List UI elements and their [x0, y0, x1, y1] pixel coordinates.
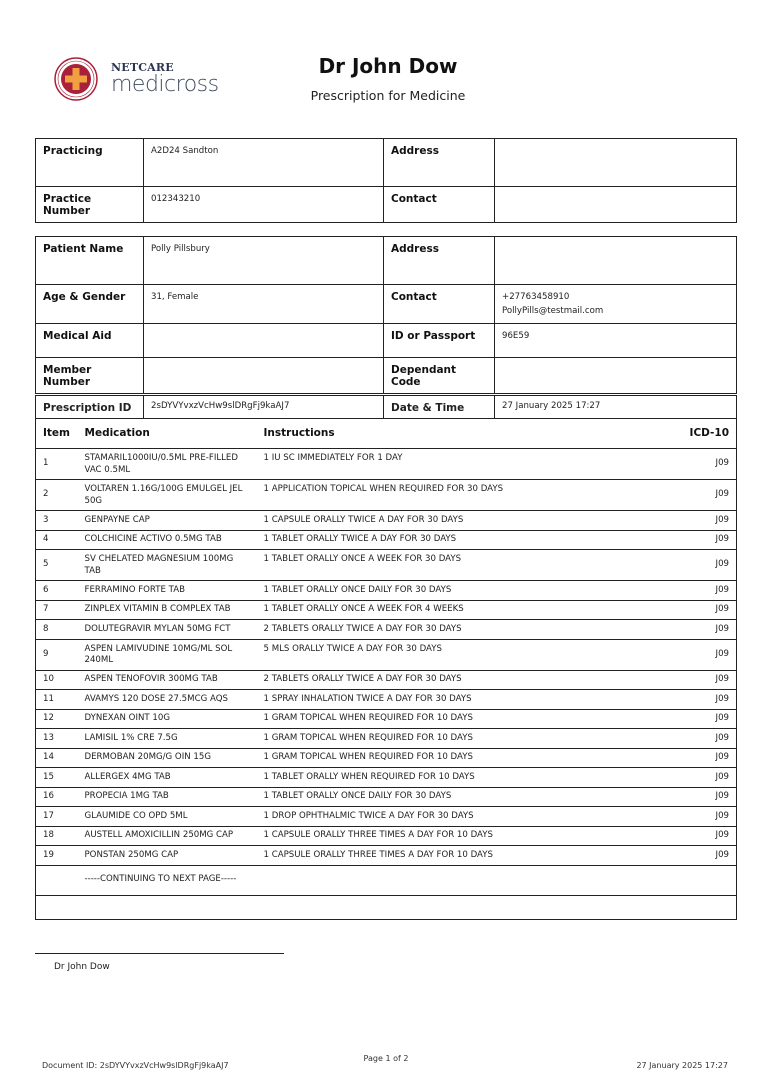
item-icd10: J09	[677, 639, 737, 670]
practice-contact-label: Contact	[384, 187, 495, 223]
col-header-instructions: Instructions	[257, 419, 677, 449]
patient-name-value: Polly Pillsbury	[144, 237, 384, 285]
prescription-id-row	[36, 396, 737, 419]
item-icd10: J09	[677, 729, 737, 749]
item-number: 1	[36, 449, 78, 480]
item-number: 18	[36, 826, 78, 846]
doctor-name-title: Dr John Dow	[318, 54, 458, 78]
item-medication: STAMARIL1000IU/0.5ML PRE-FILLED VAC 0.5ML	[78, 449, 257, 480]
logo-brand-main: medicross	[111, 72, 219, 97]
dependant-code-value	[495, 358, 737, 394]
item-icd10: J09	[677, 511, 737, 531]
practicing-value: A2D24 Sandton	[144, 139, 384, 187]
prescription-item-row	[36, 690, 737, 710]
item-icd10: J09	[677, 787, 737, 807]
item-icd10: J09	[677, 748, 737, 768]
item-medication: LAMISIL 1% CRE 7.5G	[78, 729, 257, 749]
col-header-icd10: ICD-10	[677, 419, 737, 449]
item-icd10: J09	[677, 709, 737, 729]
prescription-item-row	[36, 530, 737, 550]
id-passport-label: ID or Passport	[384, 324, 495, 358]
prescription-item-row	[36, 709, 737, 729]
item-number: 3	[36, 511, 78, 531]
signature-line	[35, 953, 284, 954]
prescription-header-row	[36, 419, 737, 449]
item-instructions: 1 TABLET ORALLY ONCE DAILY FOR 30 DAYS	[257, 581, 677, 601]
patient-row-medical-aid	[36, 324, 737, 358]
age-gender-label: Age & Gender	[36, 285, 144, 324]
prescription-id-value: 2sDYVYvxzVcHw9slDRgFj9kaAJ7	[144, 396, 384, 419]
item-medication: GLAUMIDE CO OPD 5ML	[78, 807, 257, 827]
patient-row-member	[36, 358, 737, 394]
item-medication: ASPEN TENOFOVIR 300MG TAB	[78, 670, 257, 690]
item-instructions: 1 DROP OPHTHALMIC TWICE A DAY FOR 30 DAYS	[257, 807, 677, 827]
patient-address-label: Address	[384, 237, 495, 285]
item-medication: PROPECIA 1MG TAB	[78, 787, 257, 807]
item-icd10: J09	[677, 480, 737, 511]
id-passport-value: 96E59	[495, 324, 737, 358]
prescription-item-row	[36, 768, 737, 788]
item-instructions: 2 TABLETS ORALLY TWICE A DAY FOR 30 DAYS	[257, 620, 677, 640]
datetime-value: 27 January 2025 17:27	[495, 396, 737, 419]
item-number: 15	[36, 768, 78, 788]
prescription-item-row	[36, 600, 737, 620]
item-number: 6	[36, 581, 78, 601]
item-instructions: 1 CAPSULE ORALLY THREE TIMES A DAY FOR 10 DAYS	[257, 826, 677, 846]
item-medication: SV CHELATED MAGNESIUM 100MG TAB	[78, 550, 257, 581]
item-icd10: J09	[677, 670, 737, 690]
item-instructions: 1 CAPSULE ORALLY TWICE A DAY FOR 30 DAYS	[257, 511, 677, 531]
prescription-item-row	[36, 550, 737, 581]
item-instructions: 2 TABLETS ORALLY TWICE A DAY FOR 30 DAYS	[257, 670, 677, 690]
practice-number-label: Practice Number	[36, 187, 144, 223]
item-icd10: J09	[677, 550, 737, 581]
prescription-item-row	[36, 480, 737, 511]
practicing-label: Practicing	[36, 139, 144, 187]
item-icd10: J09	[677, 600, 737, 620]
patient-contact-value	[495, 285, 737, 324]
prescription-item-row	[36, 581, 737, 601]
prescription-id-label: Prescription ID	[36, 396, 144, 419]
item-number: 12	[36, 709, 78, 729]
practice-address-label: Address	[384, 139, 495, 187]
patient-contact-label: Contact	[384, 285, 495, 324]
patient-contact-email: PollyPills@testmail.com	[502, 306, 604, 316]
item-number: 13	[36, 729, 78, 749]
item-instructions: 1 TABLET ORALLY ONCE A WEEK FOR 4 WEEKS	[257, 600, 677, 620]
item-instructions: 1 GRAM TOPICAL WHEN REQUIRED FOR 10 DAYS	[257, 709, 677, 729]
prescription-item-row	[36, 511, 737, 531]
dependant-code-label: Dependant Code	[384, 358, 495, 394]
practice-contact-value	[495, 187, 737, 223]
item-instructions: 1 SPRAY INHALATION TWICE A DAY FOR 30 DAYS	[257, 690, 677, 710]
item-number: 17	[36, 807, 78, 827]
item-medication: PONSTAN 250MG CAP	[78, 846, 257, 866]
item-number: 11	[36, 690, 78, 710]
item-medication: DYNEXAN OINT 10G	[78, 709, 257, 729]
item-icd10: J09	[677, 807, 737, 827]
item-medication: AUSTELL AMOXICILLIN 250MG CAP	[78, 826, 257, 846]
item-icd10: J09	[677, 581, 737, 601]
item-instructions: 1 CAPSULE ORALLY THREE TIMES A DAY FOR 10 DAYS	[257, 846, 677, 866]
item-number: 7	[36, 600, 78, 620]
footer-page-number: Page 1 of 2	[363, 1054, 409, 1063]
prescription-item-row	[36, 620, 737, 640]
prescription-table	[35, 395, 737, 920]
item-instructions: 1 TABLET ORALLY WHEN REQUIRED FOR 10 DAYS	[257, 768, 677, 788]
item-instructions: 1 IU SC IMMEDIATELY FOR 1 DAY	[257, 449, 677, 480]
col-header-item: Item	[36, 419, 78, 449]
patient-row-name	[36, 237, 737, 285]
item-medication: GENPAYNE CAP	[78, 511, 257, 531]
practice-info-table	[35, 138, 737, 223]
item-medication: ASPEN LAMIVUDINE 10MG/ML SOL 240ML	[78, 639, 257, 670]
continuation-note: -----CONTINUING TO NEXT PAGE-----	[78, 865, 737, 895]
item-medication: DOLUTEGRAVIR MYLAN 50MG FCT	[78, 620, 257, 640]
item-number: 14	[36, 748, 78, 768]
medicross-cross-badge-icon	[54, 57, 98, 101]
prescription-items	[36, 449, 737, 866]
item-icd10: J09	[677, 846, 737, 866]
item-instructions: 1 TABLET ORALLY ONCE A WEEK FOR 30 DAYS	[257, 550, 677, 581]
prescription-item-row	[36, 826, 737, 846]
footer-date: 27 January 2025 17:27	[636, 1061, 728, 1070]
item-medication: FERRAMINO FORTE TAB	[78, 581, 257, 601]
item-icd10: J09	[677, 620, 737, 640]
item-instructions: 1 APPLICATION TOPICAL WHEN REQUIRED FOR 30 DAYS	[257, 480, 677, 511]
prescription-item-row	[36, 846, 737, 866]
item-number: 19	[36, 846, 78, 866]
item-icd10: J09	[677, 768, 737, 788]
item-number: 10	[36, 670, 78, 690]
item-icd10: J09	[677, 690, 737, 710]
item-medication: AVAMYS 120 DOSE 27.5MCG AQS	[78, 690, 257, 710]
item-medication: VOLTAREN 1.16G/100G EMULGEL JEL 50G	[78, 480, 257, 511]
practice-row-practicing	[36, 139, 737, 187]
datetime-label: Date & Time	[384, 396, 495, 419]
practice-number-value: 012343210	[144, 187, 384, 223]
item-icd10: J09	[677, 449, 737, 480]
medical-aid-label: Medical Aid	[36, 324, 144, 358]
item-number: 5	[36, 550, 78, 581]
item-number: 4	[36, 530, 78, 550]
prescription-item-row	[36, 787, 737, 807]
prescription-item-row	[36, 729, 737, 749]
medicross-logo	[54, 56, 224, 102]
item-icd10: J09	[677, 530, 737, 550]
patient-address-value	[495, 237, 737, 285]
age-gender-value: 31, Female	[144, 285, 384, 324]
item-medication: ALLERGEX 4MG TAB	[78, 768, 257, 788]
item-number: 8	[36, 620, 78, 640]
prescription-item-row	[36, 670, 737, 690]
patient-name-label: Patient Name	[36, 237, 144, 285]
prescription-item-row	[36, 449, 737, 480]
item-instructions: 5 MLS ORALLY TWICE A DAY FOR 30 DAYS	[257, 639, 677, 670]
item-number: 9	[36, 639, 78, 670]
item-instructions: 1 TABLET ORALLY TWICE A DAY FOR 30 DAYS	[257, 530, 677, 550]
item-number: 2	[36, 480, 78, 511]
continuation-row	[36, 865, 737, 895]
patient-info-table	[35, 236, 737, 394]
item-medication: DERMOBAN 20MG/G OIN 15G	[78, 748, 257, 768]
logo-brand-top: NETCARE	[111, 61, 174, 74]
prescription-item-row	[36, 748, 737, 768]
col-header-medication: Medication	[78, 419, 257, 449]
signature-name: Dr John Dow	[54, 962, 110, 972]
footer-document-id: Document ID: 2sDYVYvxzVcHw9slDRgFj9kaAJ7	[42, 1061, 229, 1070]
item-instructions: 1 TABLET ORALLY ONCE DAILY FOR 30 DAYS	[257, 787, 677, 807]
patient-contact-phone: +27763458910	[502, 292, 570, 302]
blank-row	[36, 895, 737, 919]
member-number-label: Member Number	[36, 358, 144, 394]
item-medication: ZINPLEX VITAMIN B COMPLEX TAB	[78, 600, 257, 620]
member-number-value	[144, 358, 384, 394]
practice-address-value	[495, 139, 737, 187]
item-number: 16	[36, 787, 78, 807]
item-icd10: J09	[677, 826, 737, 846]
medical-aid-value	[144, 324, 384, 358]
document-subtitle: Prescription for Medicine	[310, 88, 466, 103]
prescription-item-row	[36, 639, 737, 670]
item-medication: COLCHICINE ACTIVO 0.5MG TAB	[78, 530, 257, 550]
prescription-item-row	[36, 807, 737, 827]
patient-row-age	[36, 285, 737, 324]
item-instructions: 1 GRAM TOPICAL WHEN REQUIRED FOR 10 DAYS	[257, 748, 677, 768]
item-instructions: 1 GRAM TOPICAL WHEN REQUIRED FOR 10 DAYS	[257, 729, 677, 749]
practice-row-number	[36, 187, 737, 223]
